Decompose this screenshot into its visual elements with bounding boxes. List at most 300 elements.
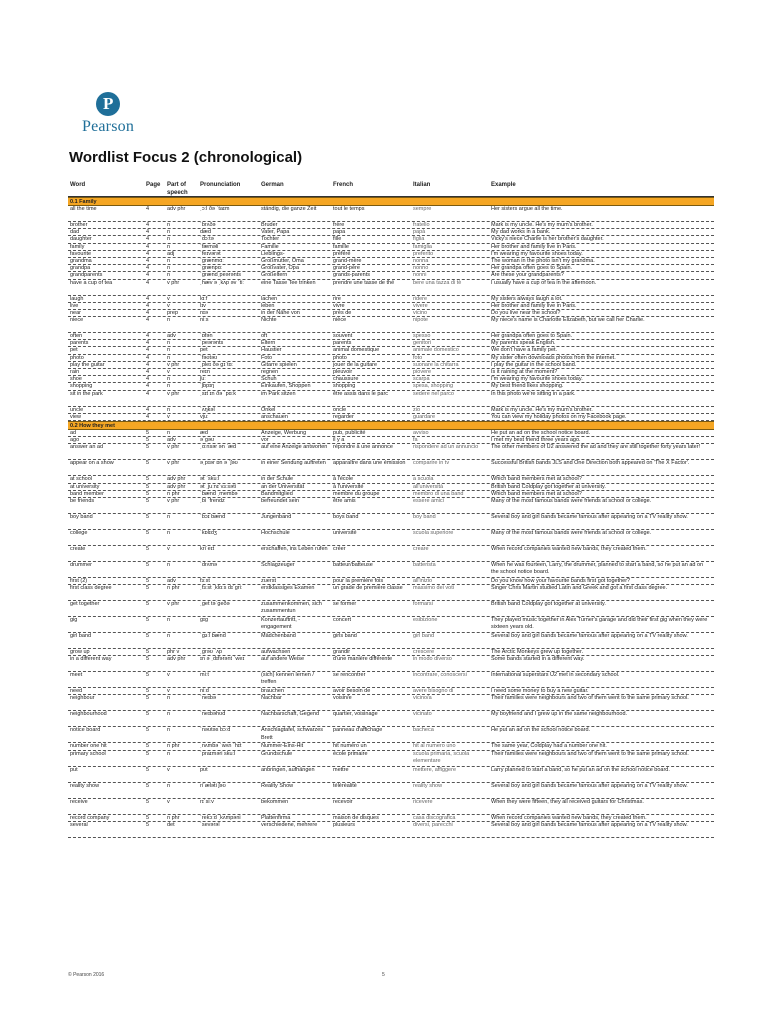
table-cell: n: [167, 265, 171, 272]
table-cell: vivre: [333, 302, 345, 309]
table-cell: parents: [70, 340, 89, 347]
table-cell: v phr: [167, 361, 180, 368]
table-cell: ˌɔːl ðə ˈtaɪm: [200, 206, 230, 212]
table-row: [68, 317, 714, 333]
table-cell: n: [167, 229, 171, 236]
pearson-logo-mark: P: [96, 92, 120, 116]
table-row: [68, 751, 714, 767]
table-cell: 5: [146, 617, 150, 624]
table-cell: pet: [200, 347, 208, 354]
table-cell: ˈfeɪvərət: [200, 250, 221, 257]
table-row: [68, 562, 714, 578]
table-cell: Gitarre spielen: [261, 361, 297, 368]
table-cell: near: [70, 309, 82, 316]
table-cell: often: [70, 333, 83, 340]
table-cell: Several boy and girl bands became famous after appearing on a TV reality show.: [491, 821, 688, 828]
table-cell: ˌpleɪ ðə ɡɪˈtɑː: [200, 361, 234, 368]
table-cell: band member: [70, 490, 104, 497]
table-cell: ət ˈskuːl: [200, 476, 220, 483]
table-cell: record company: [70, 814, 110, 821]
table-cell: ˌɑːnsər ən ˈæd: [200, 444, 237, 451]
table-cell: v: [167, 302, 170, 309]
table-cell: esibizione: [413, 617, 438, 624]
table-cell: 4: [146, 413, 150, 420]
table-cell: fratello: [413, 222, 430, 228]
table-cell: mettre: [333, 766, 349, 773]
table-cell: casa discografica: [413, 814, 456, 821]
table-cell: ricevere: [413, 798, 433, 805]
table-cell: Eltern: [261, 340, 276, 347]
table-cell: rɪˈsiːv: [200, 798, 214, 805]
table-cell: ˌɡet təˈɡeðə: [200, 601, 230, 608]
table-cell: Several boy and girl bands became famous after appearing on a TV reality show.: [491, 513, 688, 520]
table-cell: vivere: [413, 302, 428, 309]
table-cell: Bruder: [261, 222, 278, 228]
table-cell: Her brother and family live in Paris.: [491, 243, 577, 250]
table-cell: My sister often downloads photos from the internet.: [491, 354, 616, 361]
table-row: [68, 280, 714, 296]
table-cell: I'm wearing my favourite shoes today.: [491, 376, 583, 383]
column-header: Pronunciation: [200, 182, 241, 188]
table-cell: 5: [146, 437, 150, 444]
table-cell: ʃuː: [200, 376, 206, 383]
table-cell: meet: [70, 672, 83, 679]
table-cell: receive: [70, 798, 88, 805]
table-cell: 5: [146, 821, 150, 828]
table-cell: recevoir: [333, 798, 353, 805]
table-cell: Mark is my uncle. He's my mum's brother.: [491, 222, 593, 228]
table-cell: ˈdɔːtə: [200, 236, 214, 243]
table-cell: laugh: [70, 295, 84, 302]
table-cell: preferito: [413, 250, 434, 257]
table-cell: nonna: [413, 257, 429, 264]
table-cell: téléréalité: [333, 782, 357, 789]
table-cell: det: [167, 821, 175, 828]
table-cell: 4: [146, 206, 150, 212]
table-cell: n phr: [167, 814, 180, 821]
table-cell: The other members of U2 answered the ad and they are still together forty years later!: [491, 444, 701, 451]
table-cell: 4: [146, 354, 150, 361]
table-cell: rain: [70, 369, 80, 375]
table-cell: at university: [70, 483, 100, 490]
table-cell: leben: [261, 302, 275, 309]
table-row: [68, 251, 714, 258]
table-cell: sedere nel parco: [413, 390, 454, 397]
table-cell: n: [167, 376, 171, 383]
table-row: [68, 476, 714, 483]
table-cell: ˈneɪbəhʊd: [200, 711, 226, 718]
table-cell: Reality Show: [261, 782, 294, 789]
table-cell: vjuː: [200, 413, 209, 420]
table-cell: We don't have a family pet.: [491, 347, 558, 354]
table-row: [68, 649, 714, 656]
table-cell: oncle: [333, 406, 347, 413]
table-cell: anbringen, aufhängen: [261, 766, 315, 773]
table-cell: a scuola: [413, 476, 434, 483]
table-cell: grandma: [70, 257, 92, 264]
column-header: French: [333, 182, 354, 188]
table-cell: famiglia: [413, 243, 432, 250]
table-cell: My best friend likes shopping.: [491, 383, 564, 390]
table-cell: fille: [333, 236, 342, 243]
table-cell: voisin/e: [333, 695, 352, 702]
table-cell: Tochter: [261, 236, 280, 243]
table-cell: 5: [146, 782, 150, 789]
table-header: [68, 179, 714, 197]
table-cell: lɪv: [200, 302, 206, 309]
table-cell: photo: [333, 354, 347, 361]
table-cell: girls band: [333, 633, 357, 640]
column-header: Word: [70, 182, 86, 188]
table-cell: daughter: [70, 236, 92, 243]
table-cell: avviso: [413, 429, 429, 436]
table-cell: n: [167, 695, 171, 702]
table-cell: ˈpraɪməri skuːl: [200, 750, 236, 757]
table-row: [68, 437, 714, 444]
table-cell: n: [167, 633, 171, 640]
table-cell: ˌbi ˈfrendz: [200, 497, 225, 504]
table-cell: favourite: [70, 250, 92, 257]
table-cell: v phr: [167, 601, 180, 608]
table-cell: in einer Sendung auftreten: [261, 460, 326, 467]
table-cell: n: [167, 617, 171, 624]
table-cell: batterista: [413, 561, 436, 568]
table-cell: in der Nähe von: [261, 309, 300, 316]
table-cell: se former: [333, 601, 357, 608]
table-cell: Grundschule: [261, 750, 293, 757]
table-cell: 5: [146, 750, 150, 757]
table-cell: ət ˌjuːnɪˈvɜːsəti: [200, 483, 236, 490]
table-cell: plusieurs: [333, 821, 356, 828]
table-cell: université: [333, 529, 357, 536]
table-cell: play the guitar: [70, 361, 105, 368]
table-cell: create: [70, 545, 86, 552]
table-row: [68, 407, 714, 414]
table-cell: 5: [146, 545, 150, 552]
table-cell: Their families were neighbours and two of them went to the same primary school.: [491, 750, 689, 757]
table-row: [68, 743, 714, 750]
table-row: [68, 340, 714, 347]
column-header: Page: [146, 182, 161, 188]
table-cell: zuerst: [261, 577, 276, 584]
table-cell: When record companies wanted new bands, they created them.: [491, 814, 647, 821]
table-cell: Which band members met at school?: [491, 476, 582, 483]
table-cell: Schlagzeuger: [261, 561, 295, 568]
table-cell: sit in the park: [70, 390, 103, 397]
table-cell: 5: [146, 444, 150, 451]
table-row: [68, 222, 714, 229]
table-row: [68, 498, 714, 514]
brand-name: Pearson: [81, 118, 135, 135]
table-cell: ˈrekɔːd ˌkʌmpəni: [200, 814, 241, 821]
table-cell: My sisters always laugh a lot.: [491, 295, 563, 302]
table-cell: neighbourhood: [70, 711, 107, 718]
table-cell: I need some money to buy a new guitar.: [491, 688, 589, 695]
table-cell: several: [70, 821, 88, 828]
table-cell: The same year, Coldplay had a number one hit.: [491, 743, 607, 750]
table-cell: hit numéro un: [333, 743, 367, 750]
table-cell: n: [167, 243, 171, 250]
table-row: [68, 310, 714, 317]
table-cell: adv phr: [167, 483, 186, 490]
table-cell: have a cup of tea: [70, 279, 113, 286]
table-cell: vicinato: [413, 711, 432, 718]
table-cell: tout le temps: [333, 206, 365, 212]
table-cell: panneau d'affichage: [333, 727, 383, 734]
table-row: [68, 444, 714, 460]
table-cell: figlia: [413, 236, 425, 243]
table-cell: Her sisters argue all the time.: [491, 206, 563, 212]
table-cell: grands-parents: [333, 272, 370, 279]
table-row: [68, 672, 714, 688]
table-cell: rispondere ad un annuncio: [413, 444, 479, 451]
table-cell: avere bisogno di: [413, 688, 454, 695]
table-cell: n phr: [167, 585, 180, 592]
table-cell: They played music together in Alex Turner's garage and did their first gig when they were sixteen years old.: [491, 617, 708, 631]
table-cell: 4: [146, 243, 150, 250]
table-cell: Schuh: [261, 376, 277, 383]
table-cell: 5: [146, 649, 150, 656]
table-cell: n: [167, 750, 171, 757]
table-cell: Her grandpa often goes to Spain.: [491, 265, 573, 272]
table-cell: Successful British bands JLS and One Direction both appeared on 'The X Factor'.: [491, 460, 690, 467]
table-cell: v phr: [167, 460, 180, 467]
table-cell: parents: [333, 340, 352, 347]
table-cell: girl band: [413, 633, 435, 640]
table-cell: first class degree: [70, 585, 112, 592]
table-cell: ˈnəʊtəs bɔːd: [200, 727, 231, 734]
table-cell: ˈɒfən: [200, 333, 213, 340]
table-cell: 4: [146, 340, 150, 347]
table-cell: 4: [146, 250, 150, 257]
wordlist-table: [68, 179, 714, 838]
table-cell: Her brother and family live in Paris.: [491, 302, 577, 309]
table-cell: n: [167, 222, 171, 228]
table-cell: v phr: [167, 279, 180, 286]
table-cell: Her grandpa often goes to Spain.: [491, 333, 573, 340]
table-cell: ad: [70, 429, 77, 436]
table-cell: erschaffen, ins Leben rufen: [261, 545, 328, 552]
table-cell: n: [167, 406, 171, 413]
table-cell: ˈbænd ˌmembə: [200, 490, 238, 497]
table-row: [68, 783, 714, 799]
table-cell: 4: [146, 295, 150, 302]
table-row: [68, 656, 714, 672]
table-cell: Do you live near the school?: [491, 309, 561, 316]
table-cell: adv: [167, 333, 176, 340]
table-cell: ˈfæməli: [200, 243, 219, 250]
table-cell: befreundet sein: [261, 497, 299, 504]
table-cell: scuola primaria, scuola elementare: [413, 750, 470, 764]
table-cell: 4: [146, 229, 150, 236]
table-cell: 4: [146, 302, 150, 309]
table-cell: n: [167, 236, 171, 243]
table-cell: Einkaufen, Shoppen: [261, 383, 311, 390]
table-cell: 5: [146, 529, 150, 536]
table-cell: be friends: [70, 497, 95, 504]
table-cell: v: [167, 766, 170, 773]
table-cell: gig: [70, 617, 78, 624]
table-cell: comparire in tv: [413, 460, 450, 467]
table-cell: essere amici: [413, 497, 444, 504]
table-row: [68, 711, 714, 727]
table-cell: Do you know how your favourite bands first got together?: [491, 577, 631, 584]
table-cell: 5: [146, 460, 150, 467]
table-cell: Lieblings-: [261, 250, 285, 257]
table-cell: all the time: [70, 206, 97, 212]
table-row: [68, 391, 714, 407]
table-cell: əˌpɪər ɒn ə ˈʃəʊ: [200, 460, 238, 467]
table-cell: lachen: [261, 295, 278, 302]
table-cell: view: [70, 413, 82, 420]
table-cell: pub, publicité: [333, 429, 366, 436]
table-cell: 5: [146, 513, 150, 520]
table-cell: diversi, parecchi: [413, 821, 453, 828]
table-cell: foto: [413, 354, 423, 361]
table-cell: When he was fourteen, Larry, the drummer, planned to start a band, so he put an ad on the school notice board.: [491, 561, 704, 576]
table-cell: first (2): [70, 577, 88, 584]
table-row: [68, 617, 714, 633]
table-cell: ˈɡrænpɑː: [200, 265, 223, 272]
table-cell: rire: [333, 295, 341, 302]
table-row: [68, 491, 714, 498]
table-cell: n: [167, 257, 171, 264]
table-cell: 5: [146, 814, 150, 821]
table-cell: brother: [70, 222, 88, 228]
table-cell: need: [70, 688, 83, 695]
table-cell: regnen: [261, 369, 279, 375]
table-cell: Many of the most famous bands were friends at school or college.: [491, 529, 652, 536]
table-cell: Which band members met at school?: [491, 490, 582, 497]
table-cell: n: [167, 561, 171, 568]
table-cell: Mark is my uncle. He's my mum's brother.: [491, 406, 593, 413]
section-header: 0.1 Family: [68, 197, 714, 206]
table-cell: college: [70, 529, 88, 536]
table-cell: il y a: [333, 437, 345, 444]
table-row: [68, 347, 714, 354]
table-cell: riˈæləti ʃəʊ: [200, 782, 226, 789]
table-cell: (sich) kennen lernen / treffen: [261, 672, 314, 686]
table-cell: Onkel: [261, 406, 276, 413]
table-cell: in der Schule: [261, 476, 294, 483]
table-cell: 5: [146, 766, 150, 773]
table-row: [68, 767, 714, 783]
table-cell: adv phr: [167, 206, 186, 212]
table-cell: ˈkɒlɪdʒ: [200, 529, 217, 536]
table-cell: ˌhæv ə ˌkʌp əv ˈtiː: [200, 279, 245, 286]
table-cell: 4: [146, 272, 150, 279]
table-cell: vicino/a: [413, 695, 432, 702]
table-cell: n: [167, 727, 171, 734]
table-row: [68, 815, 714, 822]
table-cell: all'università: [413, 483, 444, 490]
table-row: [68, 484, 714, 491]
table-cell: animal domestique: [333, 347, 380, 354]
table-cell: bacheca: [413, 727, 434, 734]
table-cell: 5: [146, 711, 150, 718]
table-cell: n: [167, 711, 171, 718]
table-cell: adv: [167, 437, 176, 444]
table-row: [68, 822, 714, 838]
table-cell: in modo diverso: [413, 656, 452, 663]
table-cell: I'm wearing my favourite shoes today.: [491, 250, 583, 257]
table-cell: neighbour: [70, 695, 95, 702]
table-cell: nonno: [413, 265, 429, 272]
table-row: [68, 727, 714, 743]
table-cell: Großeltern: [261, 272, 288, 279]
table-cell: ago: [70, 437, 80, 444]
table-cell: ˌfɜːst ˌklɑːs dɪˈɡriː: [200, 585, 243, 592]
table-cell: ˈʃɒpɪŋ: [200, 383, 215, 390]
table-row: [68, 799, 714, 815]
table-row: [68, 206, 714, 222]
table-cell: im Park sitzen: [261, 390, 296, 397]
table-cell: hit al numero uno: [413, 743, 456, 750]
table-cell: 4: [146, 333, 150, 340]
table-cell: un grade de première classe: [333, 585, 403, 592]
table-cell: family: [70, 243, 85, 250]
table-cell: n: [167, 354, 171, 361]
table-cell: 5: [146, 633, 150, 640]
table-cell: adj: [167, 250, 175, 257]
table-cell: notice board: [70, 727, 101, 734]
table-cell: mettere, affiggere: [413, 766, 457, 773]
table-cell: près de: [333, 309, 352, 316]
table-cell: n: [167, 383, 171, 390]
copyright: © Pearson 2016: [68, 972, 105, 978]
table-cell: grow up: [70, 649, 90, 656]
table-cell: shopping: [70, 383, 93, 390]
table-cell: Several boy and girl bands became famous after appearing on a TV reality show.: [491, 633, 688, 640]
table-cell: maison de disques: [333, 814, 379, 821]
table-cell: regarder: [333, 413, 354, 420]
table-cell: ˈɡɜːl bænd: [200, 633, 226, 640]
table-cell: ˈneɪbə: [200, 695, 217, 702]
table-cell: être assis dans le parc: [333, 390, 389, 397]
table-cell: papà: [413, 229, 426, 236]
table-cell: fɜːst: [200, 577, 210, 584]
table-cell: 4: [146, 383, 150, 390]
table-cell: Anschlagtafel, schwarzes Brett: [261, 727, 324, 741]
table-cell: My niece's name is Charlotte Elizabeth, but we call her Charlie.: [491, 317, 645, 324]
table-row: [68, 236, 714, 243]
table-cell: Nichte: [261, 317, 277, 324]
table-cell: uncle: [70, 406, 84, 413]
table-cell: ˈʌŋkəl: [200, 406, 215, 413]
table-cell: v phr: [167, 497, 180, 504]
table-cell: ˈpeərənts: [200, 340, 224, 347]
table-cell: adv phr: [167, 656, 186, 663]
table-cell: vicino: [413, 309, 428, 316]
table-cell: pleuvoir: [333, 369, 353, 375]
table-cell: aufwachsen: [261, 649, 291, 656]
table-cell: In this photo we're sitting in a park.: [491, 390, 576, 397]
table-row: [68, 333, 714, 340]
table-cell: spesso: [413, 333, 431, 340]
table-cell: prep: [167, 309, 179, 316]
table-row: [68, 303, 714, 310]
table-cell: creare: [413, 545, 429, 552]
table-cell: prendre une tasse de thé: [333, 279, 395, 286]
table-cell: Großmutter, Oma: [261, 257, 304, 264]
table-cell: 4: [146, 347, 150, 354]
table-cell: papa: [333, 229, 346, 236]
table-cell: boy band: [70, 513, 93, 520]
table-cell: massimo dei voti: [413, 585, 454, 592]
table-cell: suonare la chitarra: [413, 361, 459, 368]
table-row: [68, 633, 714, 649]
table-row: [68, 362, 714, 369]
